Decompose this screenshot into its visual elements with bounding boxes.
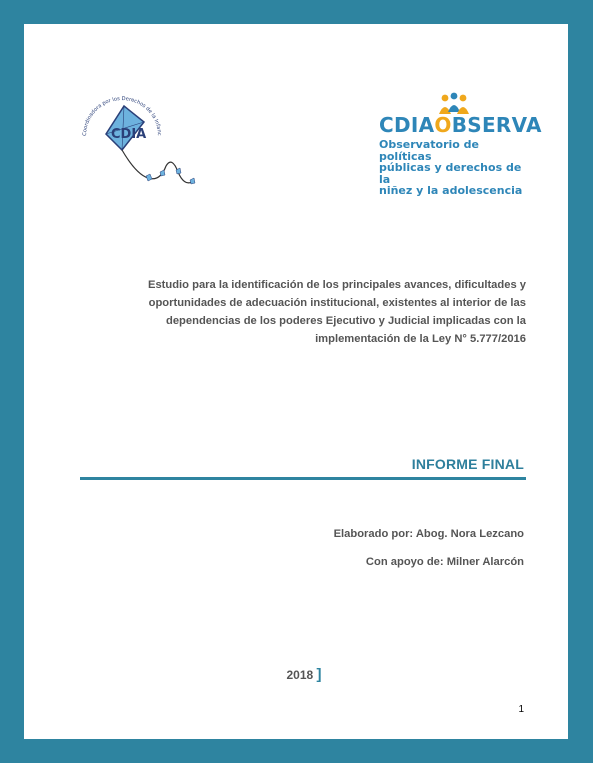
left-logo-ring-text: Coordinadora por los Derechos de la Infanc xyxy=(81,95,163,137)
left-logo-text: CDIA xyxy=(111,127,147,142)
year-bracket: ] xyxy=(316,666,322,683)
right-logo-subtitle-2: públicas y derechos de la xyxy=(379,161,522,186)
year-text: 2018 xyxy=(286,668,314,682)
report-divider xyxy=(80,477,526,480)
credit-author: Elaborado por: Abog. Nora Lezcano xyxy=(333,528,524,540)
study-title: Estudio para la identificación de los principales avances, dificultades y oportunidades de adecuación institucional, existentes al interior de las dependencias de los poderes Ejecutivo y Judicial implicadas con la implementación de la Ley N° 5.777/2016 xyxy=(147,279,526,345)
right-logo-subtitle-1: Observatorio de políticas xyxy=(379,138,479,163)
cdia-observa-logo xyxy=(379,90,542,200)
page-number: 1 xyxy=(518,704,524,715)
report-label: INFORME FINAL xyxy=(411,456,524,472)
report-year xyxy=(264,666,344,683)
right-logo-subtitle-3: niñez y la adolescencia xyxy=(379,184,523,197)
cdia-kite-logo xyxy=(76,86,211,196)
credit-support: Con apoyo de: Milner Alarcón xyxy=(365,556,524,568)
document-page xyxy=(24,24,568,739)
right-logo-title: CDIAOBSERVA xyxy=(379,113,542,137)
